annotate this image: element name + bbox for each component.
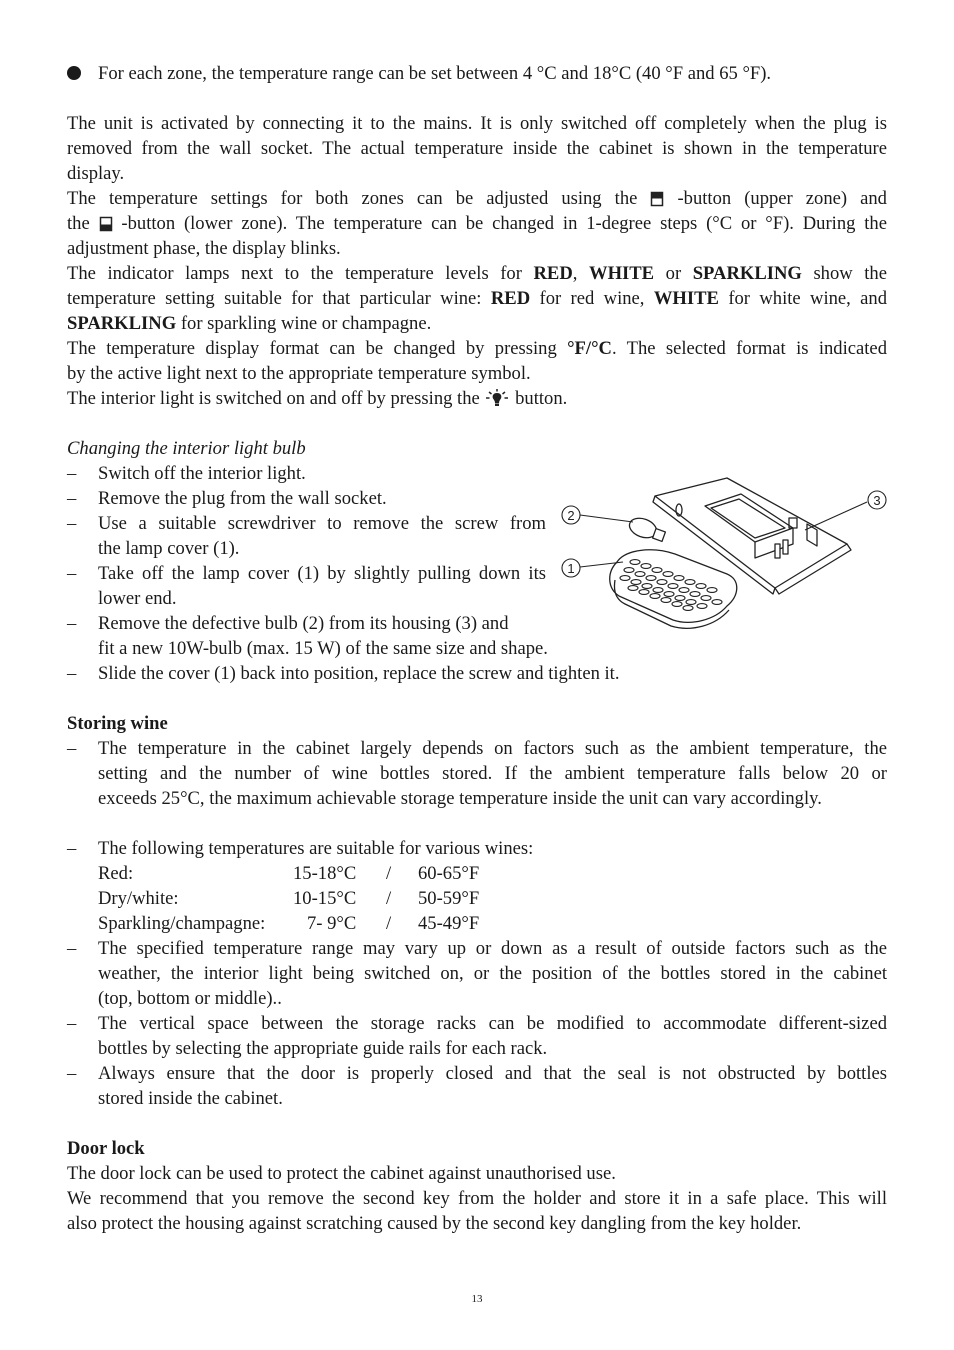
- bulb-step-4-line2: lower end.: [98, 588, 177, 609]
- bulb-step-3-line1: Use a suitable screwdriver to remove the screw from: [98, 513, 546, 534]
- wine-celsius: 15-18°C: [293, 863, 357, 884]
- wine-sep: /: [386, 888, 392, 909]
- operation-p4-line1: The temperature display format can be changed by pressing °F/°C. The selected format is indicated: [67, 338, 887, 359]
- wine-fahrenheit: 60-65°F: [418, 863, 480, 884]
- callout-1: 1: [567, 561, 575, 576]
- storing-b1-line3: exceeds 25°C, the maximum achievable storage temperature inside the unit can vary accordingly.: [98, 788, 822, 809]
- bulb-step-5-line2: fit a new 10W-bulb (max. 15 W) of the same size and shape.: [98, 638, 548, 659]
- list-dash: –: [67, 663, 77, 684]
- bulb-step-4-line1: Take off the lamp cover (1) by slightly pulling down its: [98, 563, 546, 584]
- operation-p1-line3: display.: [67, 163, 125, 184]
- operation-p2-line1: The temperature settings for both zones can be adjusted using the -button (upper zone) and: [67, 188, 887, 209]
- storing-b1-line1: The temperature in the cabinet largely depends on factors such as the ambient temperature, the: [98, 738, 887, 759]
- door-lock-p1: The door lock can be used to protect the cabinet against unauthorised use.: [67, 1163, 616, 1184]
- list-dash: –: [67, 838, 77, 859]
- door-lock-p2-line2: also protect the housing against scratching caused by the second key dangling from the key holder.: [67, 1213, 802, 1234]
- storing-b4-line2: bottles by selecting the appropriate guide rails for each rack.: [98, 1038, 548, 1059]
- wine-fahrenheit: 45-49°F: [418, 913, 480, 934]
- list-dash: –: [67, 463, 77, 484]
- storing-b2-intro: The following temperatures are suitable for various wines:: [98, 838, 534, 859]
- wine-name: Red:: [98, 863, 134, 884]
- operation-p1-line1: The unit is activated by connecting it to the mains. It is only switched off completely when the plug is: [67, 113, 887, 134]
- operation-p4-line2: by the active light next to the appropriate temperature symbol.: [67, 363, 531, 384]
- storing-b1-line2: setting and the number of wine bottles stored. If the ambient temperature falls below 20 or: [98, 763, 887, 784]
- wine-name: Sparkling/champagne:: [98, 913, 266, 934]
- operation-p5-line: The interior light is switched on and off by pressing the button.: [67, 388, 568, 409]
- temperature-range-line: For each zone, the temperature range can be set between 4 °C and 18°C (40 °F and 65 °F).: [98, 63, 772, 84]
- lamp-diagram: [555, 470, 895, 630]
- operation-p2-line2: the -button (lower zone). The temperature can be changed in 1-degree steps (°C or °F). During the: [67, 213, 887, 234]
- list-dash: –: [67, 563, 77, 584]
- bulb-step-1: Switch off the interior light.: [98, 463, 306, 484]
- operation-p2-line3: adjustment phase, the display blinks.: [67, 238, 341, 259]
- light-bulb-button-icon: [484, 389, 510, 407]
- bullet-dot: [67, 66, 81, 80]
- page-number: 13: [471, 1293, 483, 1305]
- upper-zone-button-icon: [650, 191, 664, 207]
- storing-b5-line1: Always ensure that the door is properly closed and that the seal is not obstructed by bottles: [98, 1063, 887, 1084]
- door-lock-heading: Door lock: [67, 1138, 145, 1159]
- bulb-step-6: Slide the cover (1) back into position, replace the screw and tighten it.: [98, 663, 620, 684]
- list-dash: –: [67, 613, 77, 634]
- list-dash: –: [67, 738, 77, 759]
- operation-p3-line1: The indicator lamps next to the temperature levels for RED, WHITE or SPARKLING show the: [67, 263, 887, 284]
- bulb-section-heading: Changing the interior light bulb: [67, 438, 306, 459]
- list-dash: –: [67, 513, 77, 534]
- list-dash: –: [67, 938, 77, 959]
- callout-2: 2: [567, 508, 575, 523]
- list-dash: –: [67, 1013, 77, 1034]
- wine-fahrenheit: 50-59°F: [418, 888, 480, 909]
- wine-celsius: 7- 9°C: [307, 913, 357, 934]
- storing-b4-line1: The vertical space between the storage racks can be modified to accommodate different-sized: [98, 1013, 887, 1034]
- storing-heading: Storing wine: [67, 713, 168, 734]
- wine-sep: /: [386, 863, 392, 884]
- bulb-step-5-line1: Remove the defective bulb (2) from its housing (3) and: [98, 613, 509, 634]
- operation-p1-line2: removed from the wall socket. The actual temperature inside the cabinet is shown in the temperature: [67, 138, 887, 159]
- bulb-step-2: Remove the plug from the wall socket.: [98, 488, 387, 509]
- lower-zone-button-icon: [99, 216, 113, 232]
- wine-sep: /: [386, 913, 392, 934]
- door-lock-p2-line1: We recommend that you remove the second key from the holder and store it in a safe place. This will: [67, 1188, 887, 1209]
- storing-b3-line3: (top, bottom or middle)..: [98, 988, 282, 1009]
- list-dash: –: [67, 1063, 77, 1084]
- operation-p3-line3: SPARKLING for sparkling wine or champagne.: [67, 313, 432, 334]
- storing-b3-line1: The specified temperature range may vary up or down as a result of outside factors such as the: [98, 938, 887, 959]
- storing-b3-line2: weather, the interior light being switched on, or the position of the bottles stored in the cabinet: [98, 963, 887, 984]
- bulb-step-3-line2: the lamp cover (1).: [98, 538, 240, 559]
- list-dash: –: [67, 488, 77, 509]
- operation-p3-line2: temperature setting suitable for that particular wine: RED for red wine, WHITE for white wine, and: [67, 288, 888, 309]
- callout-3: 3: [873, 493, 881, 508]
- wine-name: Dry/white:: [98, 888, 179, 909]
- wine-celsius: 10-15°C: [293, 888, 357, 909]
- storing-b5-line2: stored inside the cabinet.: [98, 1088, 283, 1109]
